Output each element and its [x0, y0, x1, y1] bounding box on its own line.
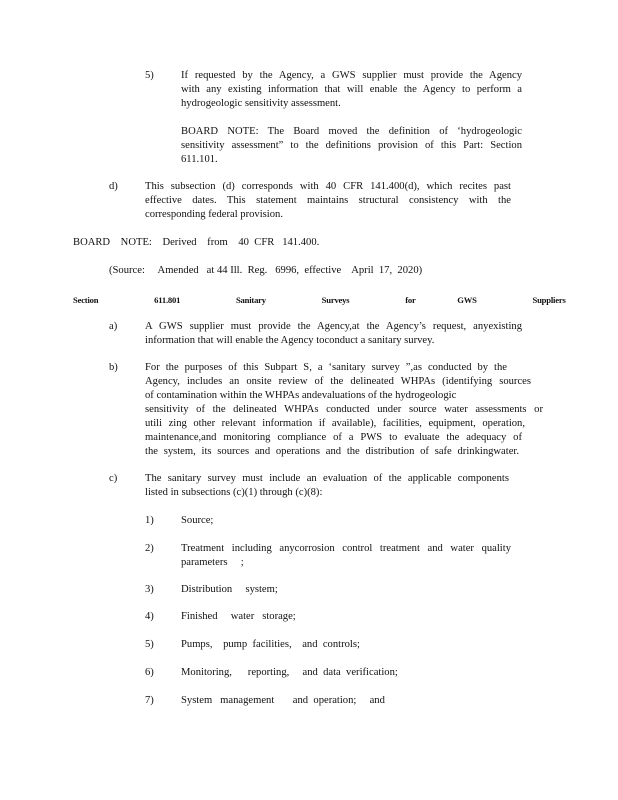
item-5-text: If requested by the Agency, a GWS supplier must provide the Agency with any existing information that will enable the Agency to perform a hydrogeologic sensitivity assessment. [181, 70, 522, 109]
list-item-c3-text: Distribution system; [181, 584, 278, 595]
list-item-c3-label: 3) [145, 584, 154, 595]
source-note: (Source: Amended at 44 Ill. Reg. 6996, effective April 17, 2020) [109, 265, 423, 276]
list-item-c2-label: 2) [145, 543, 154, 554]
list-item-c6-text: Monitoring, reporting, and data verification; [181, 667, 398, 678]
subsection-c-text: The sanitary survey must include an evaluation of the applicable components listed in subsections (c)(1) through (c)(8): [145, 473, 509, 498]
subsection-d-text: This subsection (d) corresponds with 40 CFR 141.400(d), which recites past effective dates. This statement maintains structural consistency with the corresponding federal provision. [145, 181, 511, 220]
board-note-derived: BOARD NOTE: Derived from 40 CFR 141.400. [73, 237, 320, 248]
board-note-hydrogeologic: BOARD NOTE: The Board moved the definition of ‘hydrogeologic sensitivity assessment” to the definitions provision of this Part: Section 611.101. [181, 126, 522, 165]
list-item-c1-label: 1) [145, 515, 154, 526]
list-item-c5-text: Pumps, pump facilities, and controls; [181, 639, 360, 650]
list-item-c7-label: 7) [145, 695, 154, 706]
list-item-c4-text: Finished water storage; [181, 611, 296, 622]
list-item-c7-text: System management and operation; and [181, 695, 385, 706]
section-heading: Section 611.801 Sanitary Surveys for GWS Suppliers [73, 295, 566, 305]
list-item-c2-text: Treatment including anycorrosion control treatment and water quality parameters ; [181, 543, 511, 568]
subsection-c-label: c) [109, 473, 118, 484]
subsection-b-label: b) [109, 362, 118, 373]
list-item-c1-text: Source; [181, 515, 214, 526]
subsection-b-text: For the purposes of this Subpart S, a ‘sanitary survey ”,as conducted by the Agency, includes an onsite review of the delineated WHPAs (identifying sources of contamination within the WHPAs andevaluations of the hydrogeologic sensitivity of the delineated WHPAs conducted under source water assessments or utili zing other relevant information if available), facilities, equipment, operation, maintenance,and monitoring compliance of a PWS to evaluate the adequacy of the system, its sources and operations and the distribution of safe drinkingwater. [145, 362, 543, 457]
subsection-d-label: d) [109, 181, 118, 192]
subsection-a-text: A GWS supplier must provide the Agency,at the Agency’s request, anyexisting information that will enable the Agency toconduct a sanitary survey. [145, 321, 522, 346]
list-item-c5-label: 5) [145, 639, 154, 650]
list-item-c6-label: 6) [145, 667, 154, 678]
subsection-a-label: a) [109, 321, 118, 332]
list-item-c4-label: 4) [145, 611, 154, 622]
item-5-label: 5) [145, 70, 154, 81]
